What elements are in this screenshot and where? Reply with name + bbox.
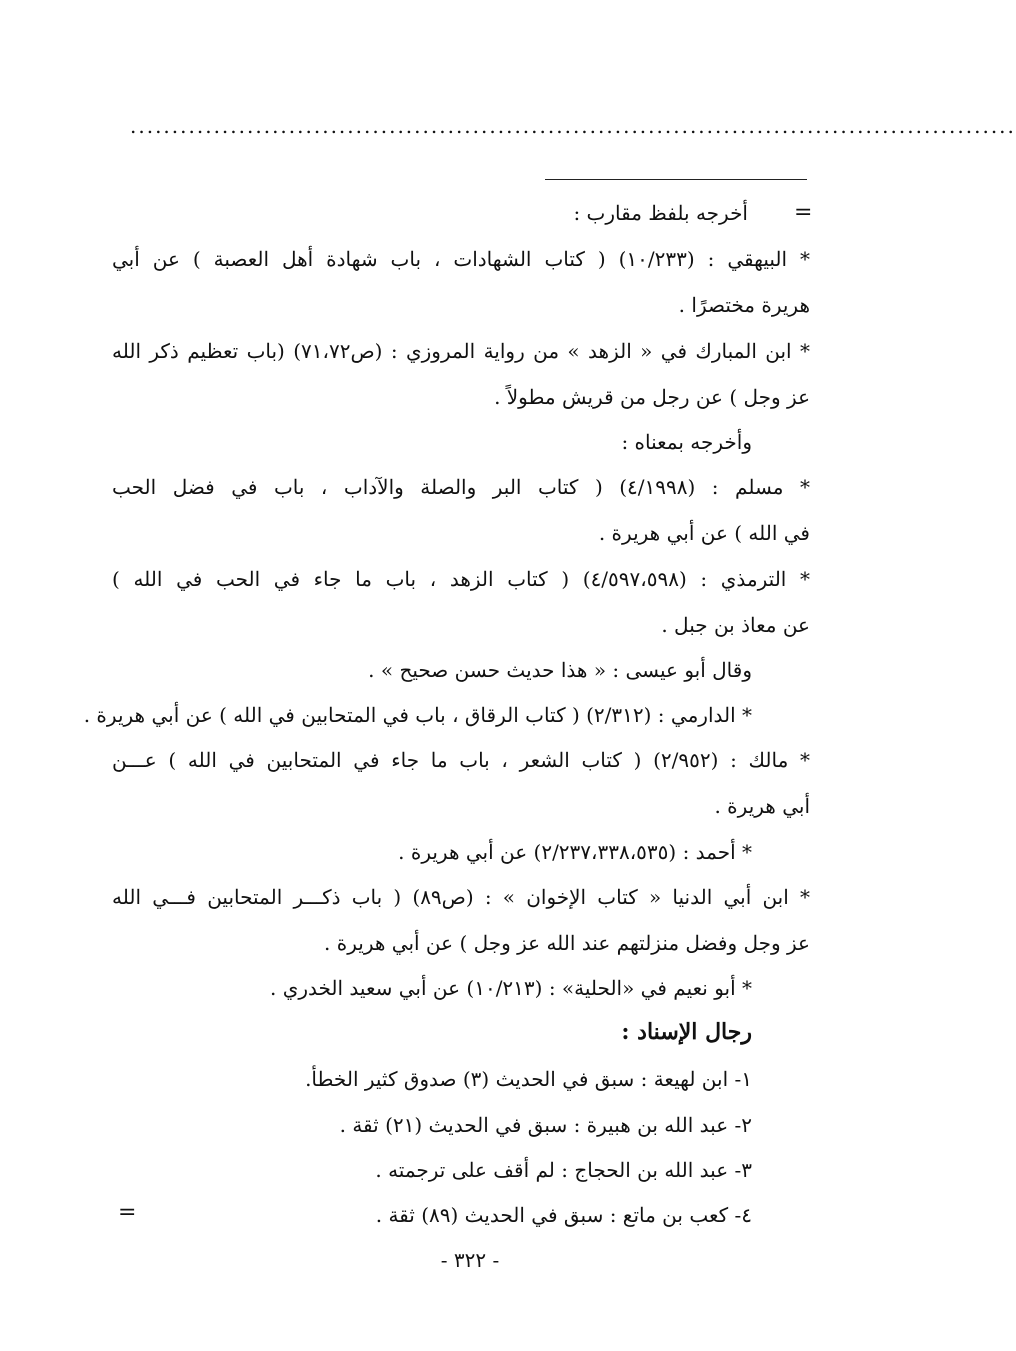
text-line-10: عن معاذ بن جبل . xyxy=(661,613,810,637)
text-line-9: * الترمذي : (٤/٥٩٧،٥٩٨) ( كتاب الزهد ، باب ما جاء في الحب في الله ) xyxy=(112,567,810,591)
text-line-4: * ابن المبارك في « الزهد » من رواية المروزي : (ص٧١،٧٢) (باب تعظيم ذكر الله xyxy=(112,339,810,363)
narrator-item-1: ١- ابن لهيعة : سبق في الحديث (٣) صدوق كثير الخطأ. xyxy=(305,1067,752,1091)
text-line-5: عز وجل ) عن رجل من قريش مطولاً . xyxy=(494,385,810,409)
text-line-1: أخرجه بلفظ مقارب : xyxy=(573,201,748,225)
narrator-item-4: ٤- كعب بن ماتع : سبق في الحديث (٨٩) ثقة . xyxy=(375,1203,752,1227)
text-line-18: * أبو نعيم في «الحلية» : (١٠/٢١٣) عن أبي سعيد الخدري . xyxy=(269,976,752,1000)
text-line-16: * ابن أبي الدنيا « كتاب الإخوان » : (ص٨٩) ( باب ذكـــر المتحابين فـــي الله xyxy=(112,885,810,909)
footnote-separator-rule xyxy=(545,179,807,180)
text-line-17: عز وجل وفضل منزلتهم عند الله عز وجل ) عن أبي هريرة . xyxy=(324,931,810,955)
text-line-11: وقال أبو عيسى : « هذا حديث حسن صحيح » . xyxy=(368,658,752,682)
text-line-6: وأخرجه بمعناه : xyxy=(621,430,752,454)
text-line-2: * البيهقي : (١٠/٢٣٣) ( كتاب الشهادات ، باب شهادة أهل العصبة ) عن أبي xyxy=(112,247,810,271)
header-dotted-line: .......................................................................................................... xyxy=(130,114,1016,138)
text-line-14: أبي هريرة . xyxy=(714,794,810,818)
text-line-7: * مسلم : (٤/١٩٩٨) ( كتاب البر والصلة والآداب ، باب في فضل الحب xyxy=(112,475,810,499)
text-line-3: هريرة مختصرًا . xyxy=(678,293,810,317)
section-heading-isnad: رجال الإسناد : xyxy=(621,1019,752,1045)
continuation-mark-top: = xyxy=(794,200,813,225)
page-number: - ٣٢٢ - xyxy=(440,1248,500,1272)
text-line-13: * مالك : (٢/٩٥٢) ( كتاب الشعر ، باب ما جاء في المتحابين في الله ) عـــن xyxy=(112,748,810,772)
narrator-item-2: ٢- عبد الله بن هبيرة : سبق في الحديث (٢١) ثقة . xyxy=(339,1113,752,1137)
narrator-item-3: ٣- عبد الله بن الحجاج : لم أقف على ترجمته . xyxy=(375,1158,752,1182)
continuation-mark-bottom: = xyxy=(118,1200,137,1225)
text-line-8: في الله ) عن أبي هريرة . xyxy=(598,521,810,545)
text-line-15: * أحمد : (٢/٢٣٧،٣٣٨،٥٣٥) عن أبي هريرة . xyxy=(398,840,752,864)
text-line-12: * الدارمي : (٢/٣١٢) ( كتاب الرقاق ، باب في المتحابين في الله ) عن أبي هريرة . xyxy=(83,703,752,727)
